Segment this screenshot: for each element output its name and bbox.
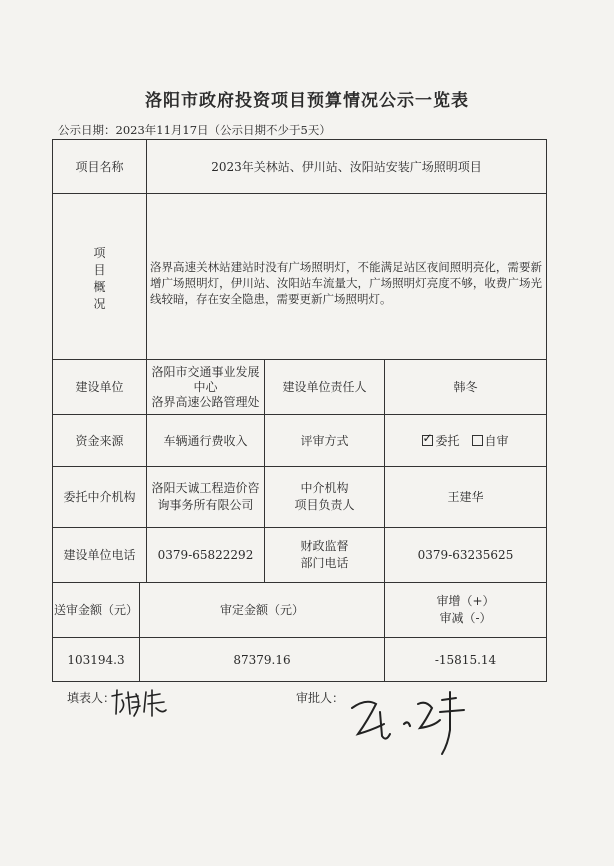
agency-lead-value: 王建华 (447, 490, 484, 504)
filler-signature (108, 684, 170, 724)
form-title: 洛阳市政府投资项目预算情况公示一览表 (145, 91, 469, 111)
agency-lead-label-line: 项目负责人 (294, 498, 355, 512)
finance-phone-label (265, 528, 384, 582)
overview-cell (150, 194, 542, 359)
unit-phone-value: 0379-65822292 (157, 548, 254, 562)
checkbox-icon (472, 435, 483, 446)
project-name-label: 项目名称 (75, 159, 124, 174)
construction-unit-label: 建设单位 (75, 380, 124, 394)
overview-label-char: 目 (93, 262, 106, 277)
review-option-entrust[interactable] (422, 433, 459, 449)
approver-label: 审批人： (296, 691, 345, 705)
approver-signature (346, 690, 476, 760)
review-option-label: 自审 (484, 433, 509, 448)
agency-value (147, 467, 264, 527)
overview-label-char: 概 (93, 279, 106, 294)
submitted-amount-label: 送审金额（元） (53, 603, 138, 617)
overview-label-char: 项 (93, 245, 106, 260)
difference-label-line: 审减（-） (439, 611, 492, 625)
responsible-person-value: 韩冬 (453, 380, 478, 394)
agency-lead-label (265, 467, 384, 527)
agency-lead-label-line: 中介机构 (300, 481, 349, 495)
project-name-value: 2023年关林站、伊川站、汝阳站安装广场照明项目 (211, 159, 482, 174)
construction-unit-value (147, 360, 264, 414)
approved-amount-label: 审定金额（元） (219, 603, 304, 617)
funding-source-label: 资金来源 (75, 433, 124, 448)
finance-phone-label-line: 部门电话 (300, 556, 349, 570)
overview-text: 洛界高速关林站建站时没有广场照明灯，不能满足站区夜间照明亮化，需要新增广场照明灯，伊川站、汝阳站车流量大，广场照明灯亮度不够，收费广场光线较暗，存在安全隐患，需要更新广场照明灯。 (150, 259, 542, 306)
construction-unit-line: 洛界高速公路管理处 (151, 394, 260, 409)
review-method-options (385, 415, 546, 466)
review-method-label: 评审方式 (300, 433, 349, 448)
overview-label-char: 况 (93, 296, 106, 311)
approved-amount-value: 87379.16 (233, 652, 291, 667)
responsible-person-label: 建设单位责任人 (282, 380, 367, 394)
table-border-bottom (52, 681, 547, 682)
publication-date: 公示日期：2023年11月17日（公示日期不少于5天） (58, 123, 331, 137)
agency-line: 询事务所有限公司 (157, 498, 254, 512)
table-border-right (546, 139, 547, 682)
finance-phone-value: 0379-63235625 (417, 548, 514, 562)
overview-label (53, 194, 146, 359)
checked-checkbox-icon (422, 435, 433, 446)
finance-phone-label-line: 财政监督 (300, 539, 349, 553)
unit-phone-label: 建设单位电话 (63, 548, 136, 562)
agency-line: 洛阳天诚工程造价咨 (151, 481, 260, 495)
agency-label: 委托中介机构 (63, 490, 136, 504)
difference-value: -15815.14 (434, 652, 497, 667)
submitted-amount-value: 103194.3 (67, 652, 125, 667)
construction-unit-line: 中心 (193, 379, 218, 394)
review-option-self[interactable] (472, 433, 509, 449)
difference-label (385, 583, 546, 637)
review-option-label: 委托 (435, 433, 460, 448)
construction-unit-line: 洛阳市交通事业发展 (151, 364, 260, 379)
difference-label-line: 审增（+） (436, 594, 495, 608)
filler-label: 填表人： (67, 691, 116, 705)
funding-source-value: 车辆通行费收入 (163, 433, 248, 448)
